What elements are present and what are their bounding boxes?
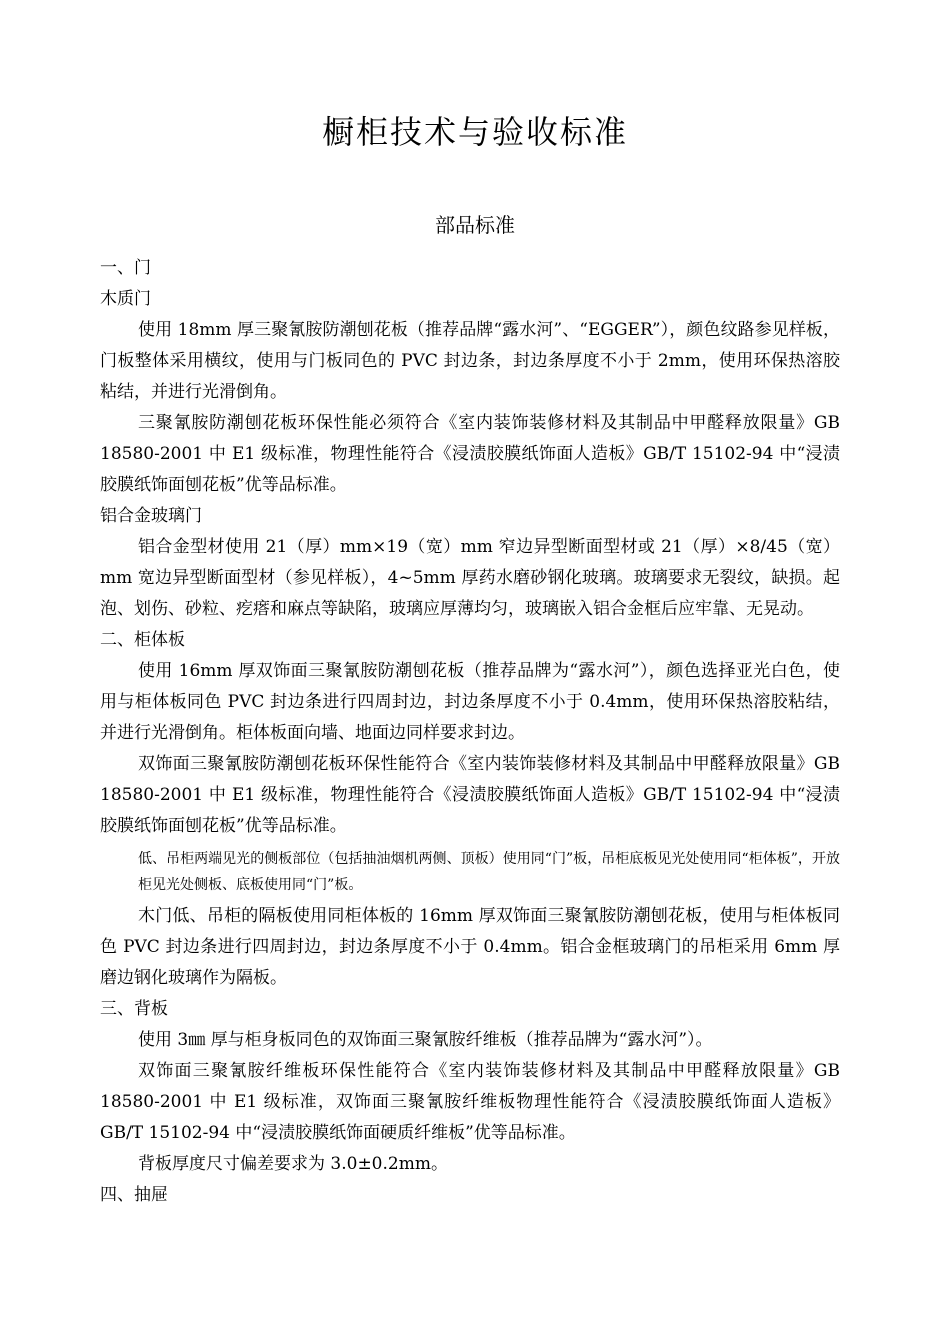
document-body <box>100 253 840 1211</box>
heading-door: 一、门 <box>100 258 151 278</box>
paragraph: 双饰面三聚氰胺纤维板环保性能符合《室内装饰装修材料及其制品中甲醛释放限量》GB 18580-2001 中 E1 级标准，双饰面三聚氰胺纤维板物理性能符合《浸渍胶膜纸饰面人造板》GB/T 15102-94 中“浸渍胶膜纸饰面硬质纤维板”优等品标准。 <box>100 1061 840 1143</box>
subheading-wooden-door: 木质门 <box>100 289 151 309</box>
paragraph: 木门低、吊柜的隔板使用同柜体板的 16mm 厚双饰面三聚氰胺防潮刨花板，使用与柜体板同色 PVC 封边条进行四周封边，封边条厚度不小于 0.4mm。铝合金框玻璃门的吊柜采用 6mm 厚磨边钢化玻璃作为隔板。 <box>100 906 840 988</box>
paragraph: 背板厚度尺寸偏差要求为 3.0±0.2mm。 <box>138 1154 448 1174</box>
heading-cabinet-board: 二、柜体板 <box>100 630 185 650</box>
paragraph: 使用 3㎜ 厚与柜身板同色的双饰面三聚氰胺纤维板（推荐品牌为“露水河”）。 <box>138 1030 713 1050</box>
heading-drawer: 四、抽屉 <box>100 1185 168 1205</box>
small-note-paragraph: 低、吊柜两端见光的侧板部位（包括抽油烟机两侧、顶板）使用同“门”板，吊柜底板见光处使用同“柜体板”，开放柜见光处侧板、底板使用同“门”板。 <box>138 851 840 893</box>
paragraph: 铝合金型材使用 21（厚）mm×19（宽）mm 窄边异型断面型材或 21（厚）×8/45（宽）mm 宽边异型断面型材（参见样板），4~5mm 厚药水磨砂钢化玻璃。玻璃要求无裂纹，缺损。起泡、划伤、砂粒、疙瘩和麻点等缺陷，玻璃应厚薄均匀，玻璃嵌入铝合金框后应牢靠、无晃动。 <box>100 537 840 619</box>
paragraph: 双饰面三聚氰胺防潮刨花板环保性能符合《室内装饰装修材料及其制品中甲醛释放限量》GB 18580-2001 中 E1 级标准，物理性能符合《浸渍胶膜纸饰面人造板》GB/T 15102-94 中“浸渍胶膜纸饰面刨花板”优等品标准。 <box>100 754 840 836</box>
document-title: 橱柜技术与验收标准 <box>321 113 628 151</box>
paragraph: 三聚氰胺防潮刨花板环保性能必须符合《室内装饰装修材料及其制品中甲醛释放限量》GB 18580-2001 中 E1 级标准，物理性能符合《浸渍胶膜纸饰面人造板》GB/T 15102-94 中“浸渍胶膜纸饰面刨花板”优等品标准。 <box>100 413 840 495</box>
section-title: 部品标准 <box>435 213 515 237</box>
subheading-aluminum-glass-door: 铝合金玻璃门 <box>100 506 202 526</box>
heading-back-panel: 三、背板 <box>100 999 168 1019</box>
paragraph: 使用 16mm 厚双饰面三聚氰胺防潮刨花板（推荐品牌为“露水河”），颜色选择亚光白色，使用与柜体板同色 PVC 封边条进行四周封边，封边条厚度不小于 0.4mm，使用环保热溶胶粘结，并进行光滑倒角。柜体板面向墙、地面边同样要求封边。 <box>100 661 840 743</box>
paragraph: 使用 18mm 厚三聚氰胺防潮刨花板（推荐品牌“露水河”、“EGGER”），颜色纹路参见样板，门板整体采用横纹，使用与门板同色的 PVC 封边条，封边条厚度不小于 2mm，使用环保热溶胶粘结，并进行光滑倒角。 <box>100 320 840 402</box>
